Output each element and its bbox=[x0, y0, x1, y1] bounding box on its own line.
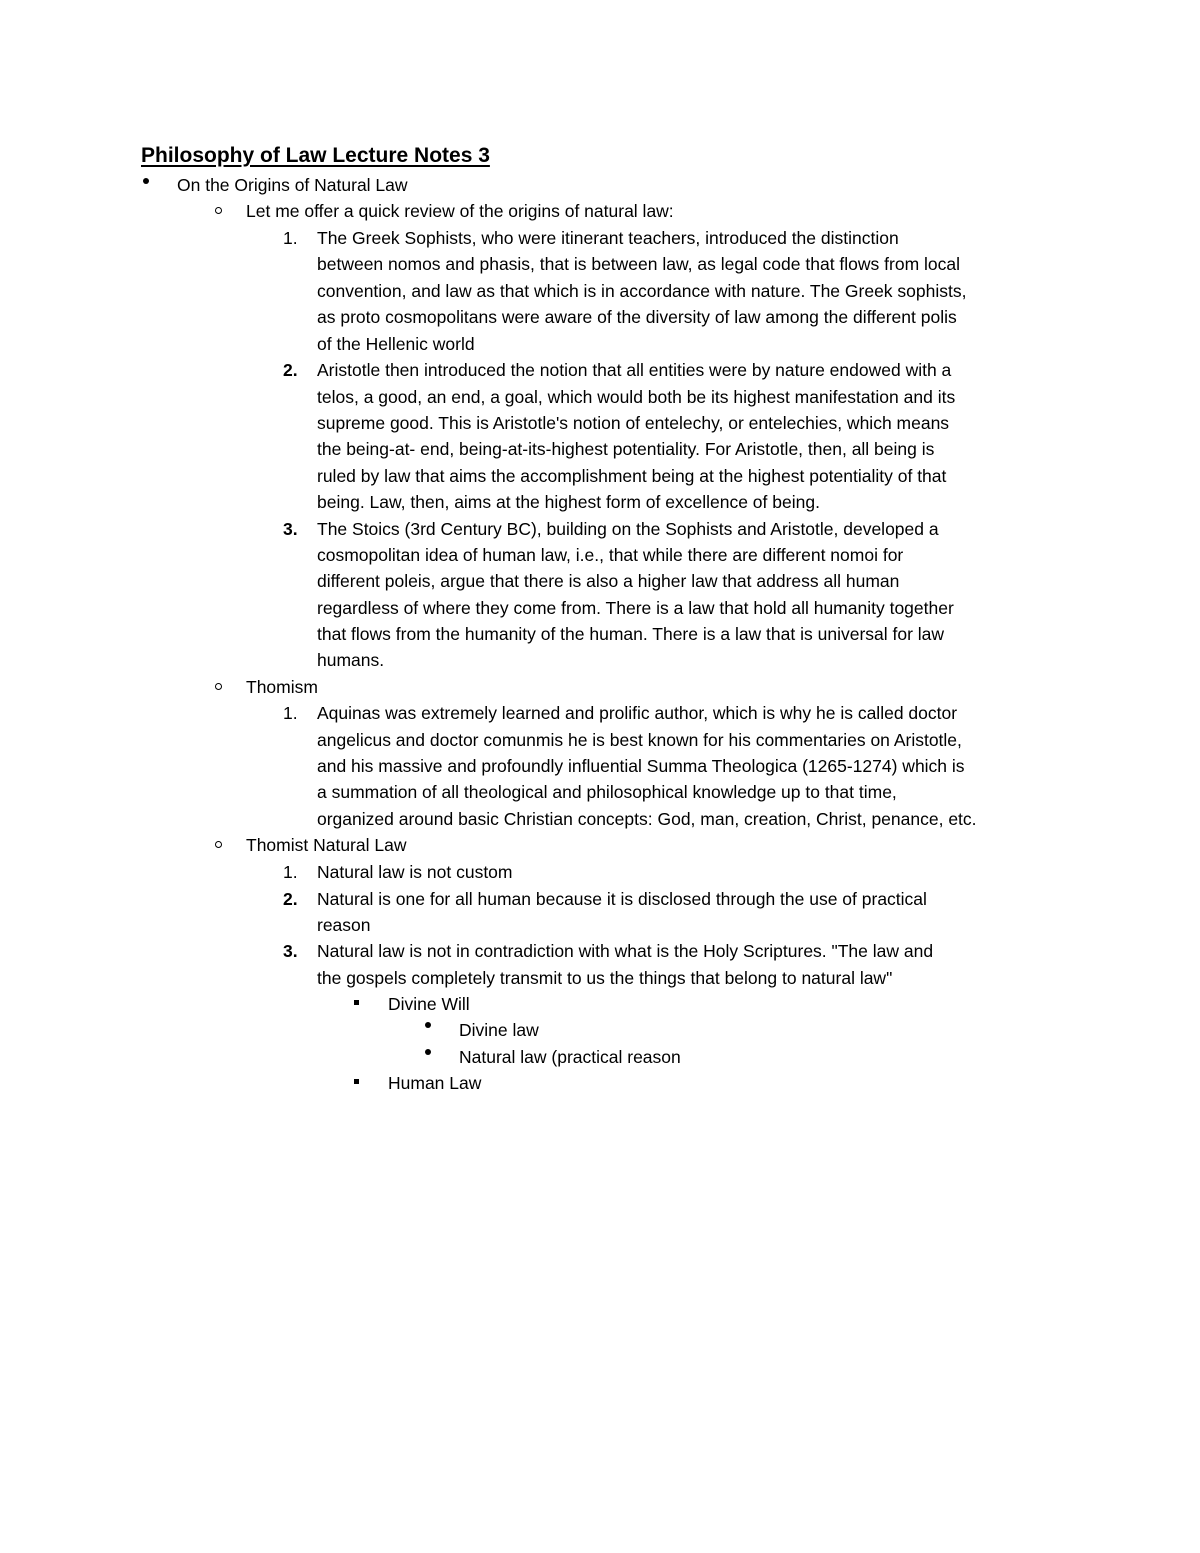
list-item-line: convention, and law as that which is in accordance with nature. The Greek sophists, bbox=[317, 281, 967, 301]
list-item-line: Natural law is not in contradiction with what is the Holy Scriptures. "The law and bbox=[317, 941, 934, 961]
list-number: 1. bbox=[283, 703, 298, 723]
bullet-circle-icon bbox=[215, 841, 222, 848]
list-item-line: of the Hellenic world bbox=[317, 334, 475, 354]
list-item-line: Natural law is not custom bbox=[317, 862, 513, 882]
bullet-dot-icon bbox=[425, 1022, 431, 1028]
list-item-line: between nomos and phasis, that is between law, as legal code that flows from local bbox=[317, 254, 961, 274]
list-item-line: Aristotle then introduced the notion that all entities were by nature endowed with a bbox=[317, 360, 952, 380]
list-item-line: the being-at- end, being-at-its-highest potentiality. For Aristotle, then, all being is bbox=[317, 439, 935, 459]
bullet-square-icon bbox=[354, 1000, 359, 1005]
bullet-square-icon bbox=[354, 1079, 359, 1084]
bullet-circle-icon bbox=[215, 683, 222, 690]
section-heading: On the Origins of Natural Law bbox=[177, 175, 408, 195]
document-title: Philosophy of Law Lecture Notes 3 bbox=[141, 144, 490, 167]
tree-item-human-law: Human Law bbox=[388, 1073, 482, 1093]
list-item-line: The Stoics (3rd Century BC), building on the Sophists and Aristotle, developed a bbox=[317, 519, 939, 539]
sub-item-text: Thomism bbox=[246, 677, 318, 697]
tree-item-divine-will: Divine Will bbox=[388, 994, 470, 1014]
list-number: 2. bbox=[283, 360, 298, 380]
list-item-line: as proto cosmopolitans were aware of the diversity of law among the different polis bbox=[317, 307, 957, 327]
list-item-line: supreme good. This is Aristotle's notion of entelechy, or entelechies, which means bbox=[317, 413, 950, 433]
list-item-line: a summation of all theological and philosophical knowledge up to that time, bbox=[317, 782, 897, 802]
list-number: 3. bbox=[283, 941, 298, 961]
list-number: 1. bbox=[283, 228, 298, 248]
list-number: 1. bbox=[283, 862, 298, 882]
list-item-line: the gospels completely transmit to us the things that belong to natural law" bbox=[317, 968, 893, 988]
list-item-line: Natural is one for all human because it is disclosed through the use of practical bbox=[317, 889, 927, 909]
list-item-line: telos, a good, an end, a goal, which would both be its highest manifestation and its bbox=[317, 387, 956, 407]
list-item-line: humans. bbox=[317, 650, 385, 670]
tree-item-divine-law: Divine law bbox=[459, 1020, 539, 1040]
list-item-line: ruled by law that aims the accomplishment being at the highest potentiality of that bbox=[317, 466, 947, 486]
sub-item-text: Let me offer a quick review of the origins of natural law: bbox=[246, 201, 674, 221]
sub-item-text: Thomist Natural Law bbox=[246, 835, 407, 855]
bullet-dot-icon bbox=[425, 1049, 431, 1055]
list-number: 3. bbox=[283, 519, 298, 539]
list-item-line: cosmopolitan idea of human law, i.e., that while there are different nomoi for bbox=[317, 545, 904, 565]
list-item-line: organized around basic Christian concepts: God, man, creation, Christ, penance, etc. bbox=[317, 809, 977, 829]
list-item-line: Aquinas was extremely learned and prolific author, which is why he is called doctor bbox=[317, 703, 958, 723]
list-item-line: The Greek Sophists, who were itinerant teachers, introduced the distinction bbox=[317, 228, 899, 248]
list-number: 2. bbox=[283, 889, 298, 909]
list-item-line: regardless of where they come from. There is a law that hold all humanity together bbox=[317, 598, 954, 618]
list-item-line: different poleis, argue that there is also a higher law that address all human bbox=[317, 571, 900, 591]
list-item-line: angelicus and doctor comunmis he is best known for his commentaries on Aristotle, bbox=[317, 730, 962, 750]
bullet-dot-icon bbox=[143, 178, 149, 184]
bullet-circle-icon bbox=[215, 207, 222, 214]
list-item-line: and his massive and profoundly influential Summa Theologica (1265-1274) which is bbox=[317, 756, 965, 776]
list-item-line: reason bbox=[317, 915, 371, 935]
tree-item-natural-law: Natural law (practical reason bbox=[459, 1047, 681, 1067]
list-item-line: that flows from the humanity of the human. There is a law that is universal for law bbox=[317, 624, 945, 644]
list-item-line: being. Law, then, aims at the highest form of excellence of being. bbox=[317, 492, 820, 512]
